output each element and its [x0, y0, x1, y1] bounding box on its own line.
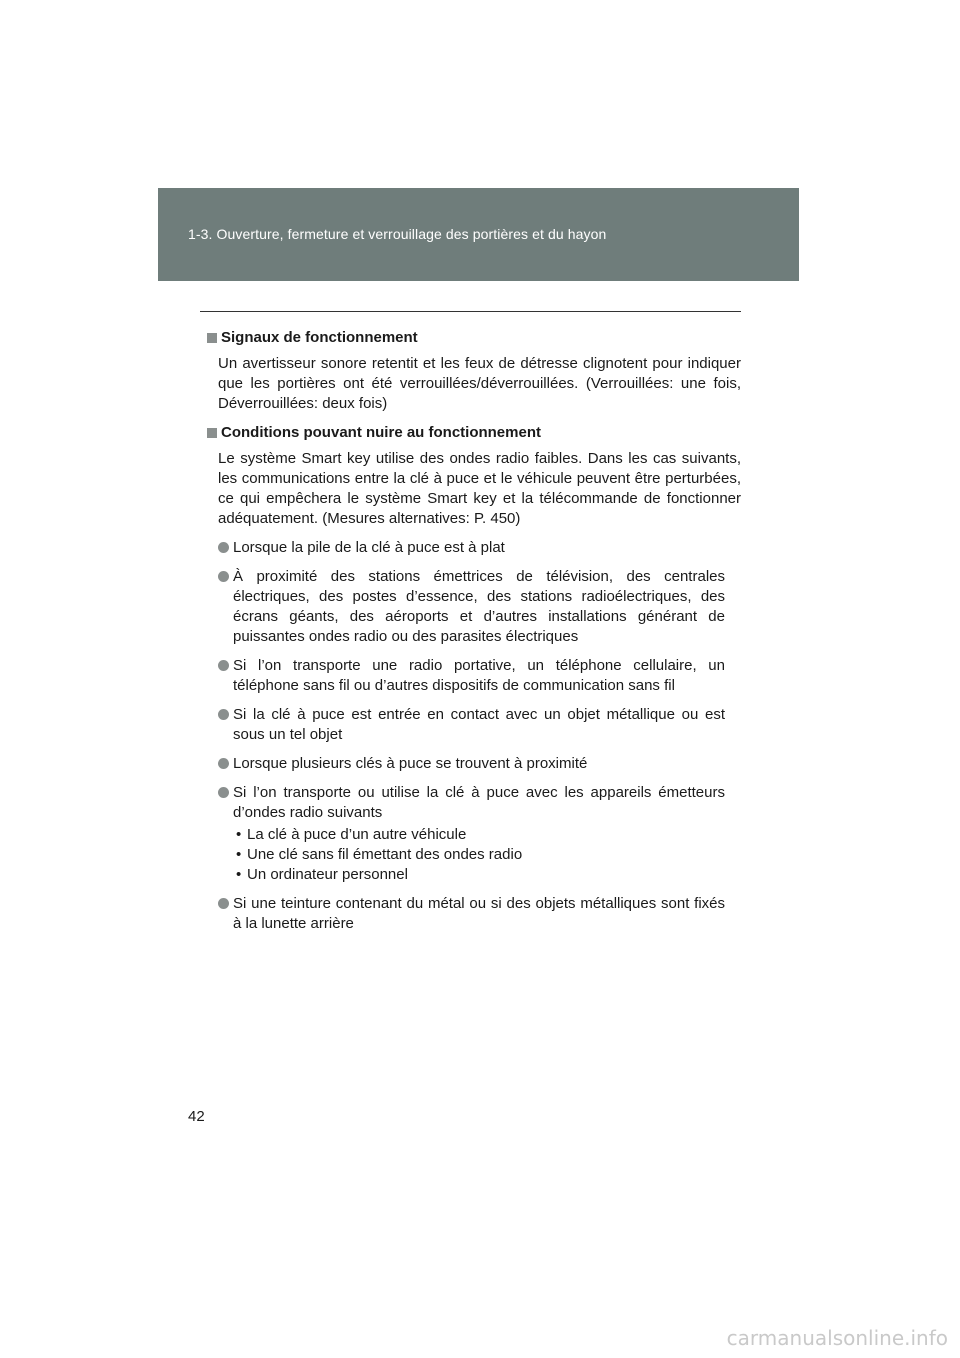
list-item — [218, 754, 725, 774]
list-item-text: À proximité des stations émettrices de télévision, des centrales électriques, des postes d’essence, des stations radioélectriques, des écrans géants, des aéroports et d’autres installations générant de puissantes ondes radio ou des parasites électriques — [233, 568, 725, 645]
page-number: 42 — [188, 1108, 205, 1125]
section-paragraph: Le système Smart key utilise des ondes radio faibles. Dans les cas suivants, les communications entre la clé à puce et le véhicule peuvent être perturbées, ce qui empêchera le système Smart key et la télécommande de fonctionner adéquatement. (Mesures alternatives: P. 450) — [218, 450, 741, 527]
sub-list — [233, 825, 725, 885]
list-item — [218, 894, 725, 934]
sub-bullet-mark: • — [236, 866, 242, 883]
sub-list-item — [233, 845, 725, 865]
list-item — [218, 538, 725, 558]
list-item-text: Lorsque la pile de la clé à puce est à plat — [233, 539, 505, 556]
section-heading-text: Conditions pouvant nuire au fonctionnement — [221, 424, 541, 441]
list-item-text: Si l’on transporte une radio portative, un téléphone cellulaire, un téléphone sans fil ou d’autres dispositifs de communication sans fil — [233, 657, 725, 694]
circle-bullet-icon — [218, 542, 229, 553]
section-heading-text: Signaux de fonctionnement — [221, 329, 418, 346]
circle-bullet-icon — [218, 660, 229, 671]
circle-bullet-icon — [218, 709, 229, 720]
page-content — [207, 328, 741, 943]
sub-list-item — [233, 865, 725, 885]
section-heading-conditions — [207, 423, 741, 443]
list-item — [218, 705, 725, 745]
section-paragraph: Un avertisseur sonore retentit et les feux de détresse clignotent pour indiquer que les portières ont été verrouillées/déverrouillées. (Verrouillées: une fois, Déverrouillées: deux fois) — [218, 355, 741, 412]
list-item-text: Si la clé à puce est entrée en contact avec un objet métallique ou est sous un tel objet — [233, 706, 725, 743]
chapter-header-band — [158, 188, 799, 281]
sub-list-item-text: Un ordinateur personnel — [247, 866, 408, 883]
list-item — [218, 656, 725, 696]
circle-bullet-icon — [218, 898, 229, 909]
list-item-text: Lorsque plusieurs clés à puce se trouvent à proximité — [233, 755, 588, 772]
sub-list-item — [233, 825, 725, 845]
list-item-text: Si l’on transporte ou utilise la clé à puce avec les appareils émetteurs d’ondes radio suivants — [233, 784, 725, 821]
list-item — [218, 567, 725, 647]
sub-bullet-mark: • — [236, 826, 242, 843]
square-bullet-icon — [207, 428, 217, 438]
sub-bullet-mark: • — [236, 846, 242, 863]
circle-bullet-icon — [218, 758, 229, 769]
sub-list-item-text: La clé à puce d’un autre véhicule — [247, 826, 467, 843]
chapter-title: 1-3. Ouverture, fermeture et verrouillage des portières et du hayon — [188, 226, 607, 242]
circle-bullet-icon — [218, 571, 229, 582]
header-divider — [200, 311, 741, 312]
section-heading-signals — [207, 328, 741, 348]
list-item — [218, 783, 725, 885]
list-item-text: Si une teinture contenant du métal ou si des objets métalliques sont fixés à la lunette arrière — [233, 895, 725, 932]
circle-bullet-icon — [218, 787, 229, 798]
sub-list-item-text: Une clé sans fil émettant des ondes radio — [247, 846, 523, 863]
watermark[interactable]: carmanualsonline.info — [726, 1326, 948, 1350]
square-bullet-icon — [207, 333, 217, 343]
